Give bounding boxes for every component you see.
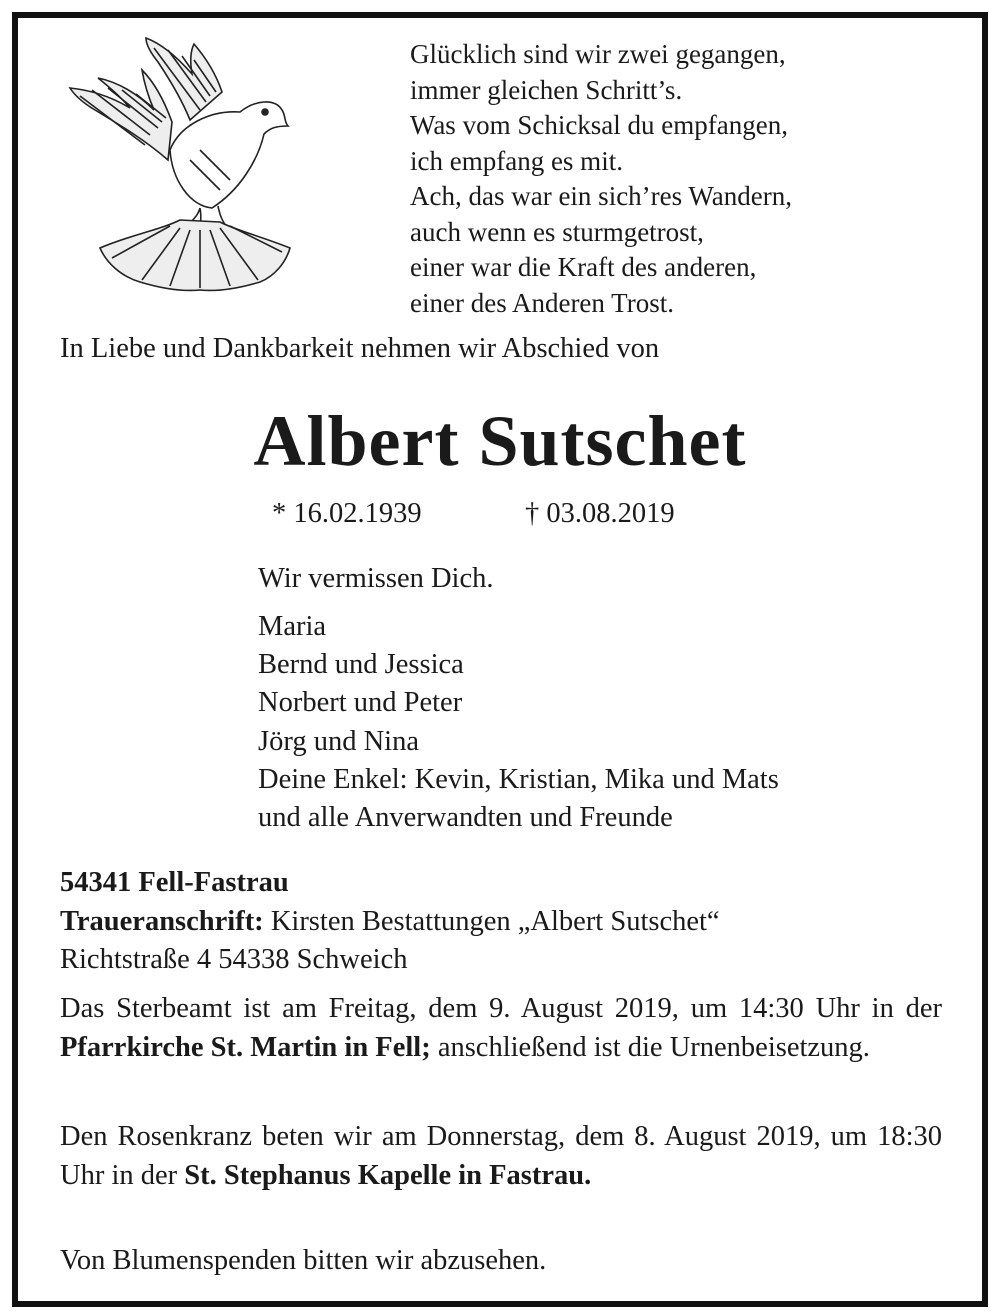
place: 54341 Fell-Fastrau [60,867,289,898]
mourning-address: Kirsten Bestattungen „Albert Sutschet“ [263,905,720,937]
miss-text: Wir vermissen Dich. [258,563,494,594]
dove-icon [50,30,300,310]
poem-line: Was vom Schicksal du empfangen, [410,110,788,140]
service-text-end: anschließend ist die Urnenbeisetzung. [430,1031,870,1063]
rosary-chapel: St. Stephanus Kapelle in Fastrau. [184,1159,592,1191]
family-member: Deine Enkel: Kevin, Kristian, Mika und Mats [258,763,779,795]
rosary-text: Den Rosenkranz beten wir am Donnerstag, dem 8. August 2019, um 18:30 Uhr in der [60,1121,942,1191]
intro-text: In Liebe und Dankbarkeit nehmen wir Abschied von [60,333,660,364]
poem-line: Ach, das war ein sich’res Wandern, [410,181,792,211]
birth-date: * 16.02.1939 [272,498,422,529]
family-member: Norbert und Peter [258,687,463,719]
poem-line: auch wenn es sturmgetrost, [410,216,704,247]
poem-line: ich empfang es mit. [410,145,623,176]
family-member: und alle Anverwandten und Freunde [258,802,673,834]
family-member: Jörg und Nina [258,725,419,757]
mourning-address-label: Traueranschrift: [60,905,264,937]
poem-line: einer war die Kraft des anderen, [410,252,757,282]
deceased-name: Albert Sutschet [253,401,747,481]
poem-line: einer des Anderen Trost. [410,287,674,318]
rosary-info [60,1118,942,1195]
family-list [258,608,779,837]
poem-line: Glücklich sind wir zwei gegangen, [410,39,786,69]
service-church: Pfarrkirche St. Martin in Fell; [60,1031,431,1063]
poem-line: immer gleichen Schritt’s. [410,74,683,105]
flowers-note: Von Blumenspenden bitten wir abzusehen. [60,1245,547,1276]
family-member: Maria [258,611,327,642]
service-text: Das Sterbeamt ist am Freitag, dem 9. August 2019, um 14:30 Uhr in der [60,993,942,1024]
death-date: † 03.08.2019 [525,498,675,529]
address-block [60,864,720,980]
poem [410,37,792,321]
family-member: Bernd und Jessica [258,649,464,681]
street-address: Richtstraße 4 54338 Schweich [60,944,408,975]
service-info [60,990,942,1067]
